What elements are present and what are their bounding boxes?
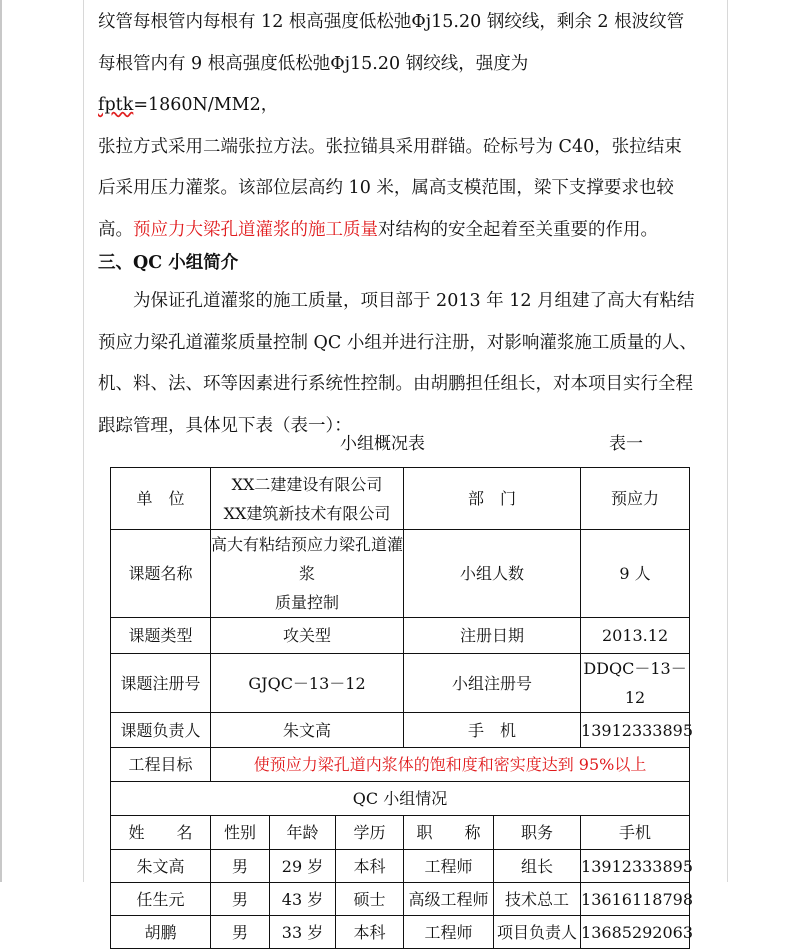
cell-value: 高级工程师 [404,883,494,916]
cell-label: 单 位 [111,468,211,530]
cell-value: 男 [211,883,270,916]
section-body: 为保证孔道灌浆的施工质量，项目部于 2013 年 12 月组建了高大有粘结预应力梁孔道灌浆质量控制 QC 小组并进行注册，对影响灌浆施工质量的人、机、料、法、环等因素进行系统性控制。由胡鹏担任组长，对本项目实行全程跟踪管理，具体见下表（表一）： [98,291,697,436]
table-row [111,530,690,618]
cell-value: 男 [211,850,270,883]
cell-label: 课题类型 [111,618,211,654]
cell-value: 攻关型 [211,618,404,654]
cell-value-goal: 使预应力梁孔道内浆体的饱和度和密实度达到 95%以上 [211,748,690,782]
section-heading: 三、QC 小组简介 [98,253,239,273]
cell-label: 小组注册号 [404,654,581,713]
table-row [111,713,690,748]
table-row [111,782,690,816]
cell-value: 任生元 [111,883,211,916]
cell-value: 29 岁 [270,850,336,883]
cell-value: 33 岁 [270,916,336,949]
cell-value: 13912333895 [581,713,690,748]
cell-value: 13912333895 [581,850,690,883]
cell-value: 工程师 [404,850,494,883]
column-header: 学历 [336,816,404,850]
column-header: 职务 [494,816,581,850]
cell-value: 男 [211,916,270,949]
text-line: 张拉方式采用二端张拉方法。张拉锚具采用群锚。砼标号为 C40，张拉结束 [98,136,682,157]
table-row [111,654,690,713]
column-header: 姓 名 [111,816,211,850]
cell-label: 课题负责人 [111,713,211,748]
table-row [111,618,690,654]
table-row [111,850,690,883]
cell-value: 13685292063 [581,916,690,949]
cell-value: 项目负责人 [494,916,581,949]
text-line: 高。预应力大梁孔道灌浆的施工质量对结构的安全起着至关重要的作用。 [98,219,658,240]
column-header: 职 称 [404,816,494,850]
page-margin-left [83,0,84,882]
text-line: 每根管内有 9 根高强度低松弛Φj15.20 钢绞线，强度为fptk=1860N/MM2， [98,53,529,115]
qc-section-title: QC 小组情况 [111,782,690,816]
text-line: 后采用压力灌浆。该部位层高约 10 米，属高支模范围，梁下支撑要求也较 [98,178,674,198]
table-row [111,883,690,916]
cell-value: 2013.12 [581,618,690,654]
text-line: 纹管每根管内每根有 12 根高强度低松弛Φj15.20 钢绞线，剩余 2 根波纹管 [98,12,685,32]
cell-value: 高大有粘结预应力梁孔道灌浆 质量控制 [211,530,404,618]
cell-value: 硕士 [336,883,404,916]
cell-value: 本科 [336,916,404,949]
cell-value: 本科 [336,850,404,883]
cell-value: 13616118798 [581,883,690,916]
cell-value: 9 人 [581,530,690,618]
cell-label: 课题名称 [111,530,211,618]
cell-label: 注册日期 [404,618,581,654]
cell-value: DDQC－13－12 [581,654,690,713]
table-row [111,748,690,782]
table-header-row [111,816,690,850]
column-header: 手机 [581,816,690,850]
table-row [111,916,690,949]
cell-value: 胡鹏 [111,916,211,949]
cell-value: 朱文高 [111,850,211,883]
table-row [111,468,690,530]
column-header: 年龄 [270,816,336,850]
cell-label: 手 机 [404,713,581,748]
cell-label: 工程目标 [111,748,211,782]
cell-label: 课题注册号 [111,654,211,713]
cell-label: 小组人数 [404,530,581,618]
cell-value: 43 岁 [270,883,336,916]
highlight-text: 预应力大梁孔道灌浆的施工质量 [133,219,378,240]
page-margin-line [0,0,2,882]
cell-value: 技术总工 [494,883,581,916]
cell-value: 预应力 [581,468,690,530]
column-header: 性别 [211,816,270,850]
cell-value: XX二建建设有限公司 XX建筑新技术有限公司 [211,468,404,530]
table-number: 表一 [609,434,643,454]
table-caption: 小组概况表 [340,434,425,454]
cell-value: GJQC－13－12 [211,654,404,713]
page-margin-right [727,0,728,882]
strength-value: =1860N/MM2， [133,95,279,115]
cell-value: 组长 [494,850,581,883]
cell-value: 朱文高 [211,713,404,748]
cell-value: 工程师 [404,916,494,949]
cell-label: 部 门 [404,468,581,530]
paragraph-project-description [98,2,708,251]
strength-label: fptk [98,95,134,115]
group-overview-table [110,467,694,949]
